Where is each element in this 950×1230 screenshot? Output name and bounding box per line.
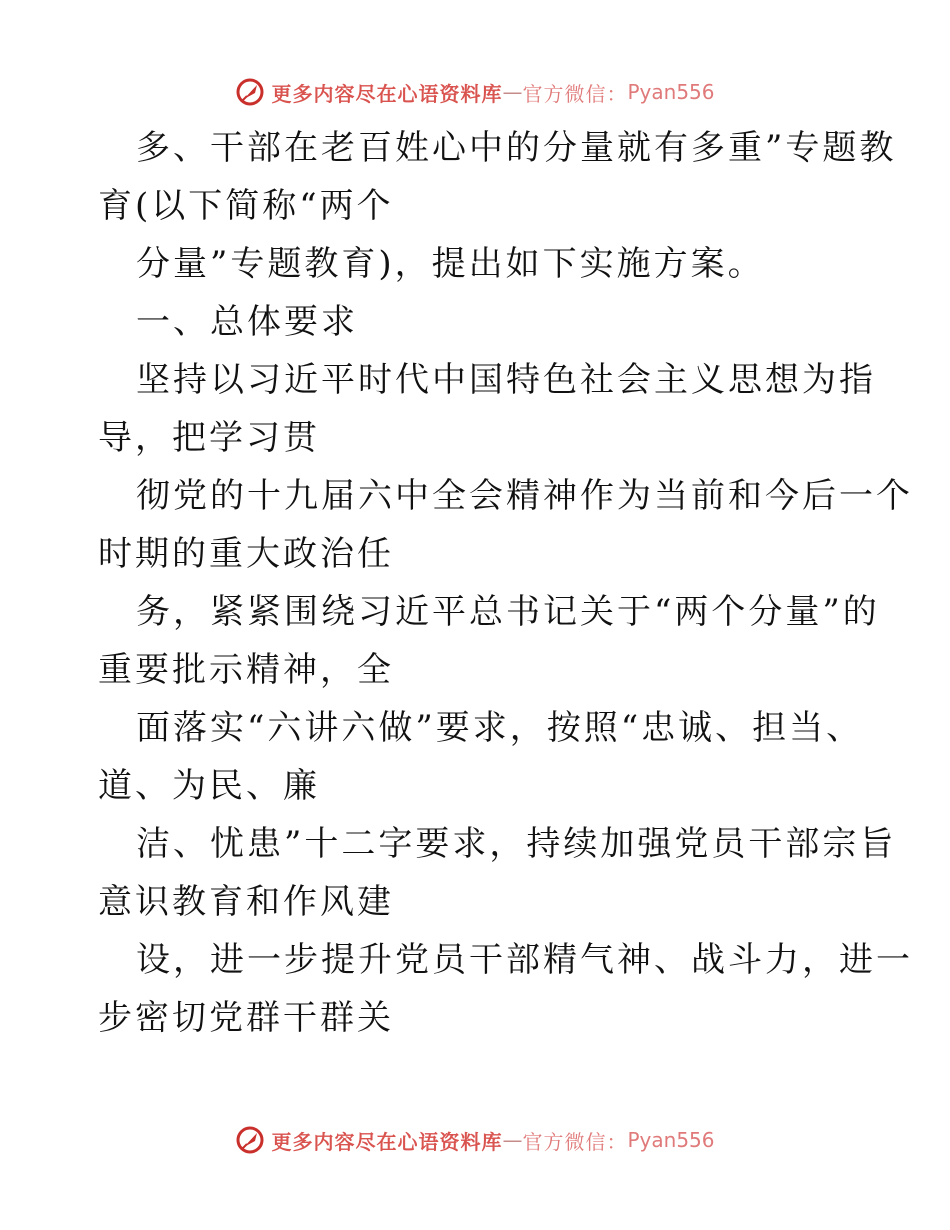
quill-logo-icon <box>235 77 265 107</box>
watermark-wechat-id: Pyan556 <box>627 1128 715 1152</box>
text-line: 多、干部在老百姓心中的分量就有多重”专题教 <box>136 128 897 168</box>
text-line: 重要批示精神，全 <box>98 650 394 690</box>
text-line: 意识教育和作风建 <box>98 882 394 922</box>
watermark-header <box>0 72 950 112</box>
text-line: 设，进一步提升党员干部精气神、战斗力，进一 <box>136 940 913 980</box>
text-line: 步密切党群干群关 <box>98 998 394 1038</box>
watermark-separator: — <box>502 80 523 104</box>
watermark-wechat-label: 官方微信： <box>522 1129 628 1154</box>
watermark-text: 更多内容尽在心语资料库 <box>271 1129 503 1154</box>
watermark-footer <box>0 1120 950 1160</box>
text-line: 时期的重大政治任 <box>98 534 394 574</box>
watermark-text: 更多内容尽在心语资料库 <box>271 81 503 106</box>
text-line: 洁、忧患”十二字要求，持续加强党员干部宗旨 <box>136 824 897 864</box>
text-line: 坚持以习近平时代中国特色社会主义思想为指 <box>136 360 876 400</box>
section-heading: 一、总体要求 <box>136 302 358 342</box>
quill-logo-icon <box>235 1125 265 1155</box>
text-line: 分量”专题教育)，提出如下实施方案。 <box>136 244 765 284</box>
text-line: 导，把学习贯 <box>98 418 320 458</box>
watermark-wechat-id: Pyan556 <box>627 80 715 104</box>
text-line: 面落实“六讲六做”要求，按照“忠诚、担当、 <box>136 708 864 748</box>
text-line: 务，紧紧围绕习近平总书记关于“两个分量”的 <box>136 592 880 632</box>
text-line: 道、为民、廉 <box>98 766 320 806</box>
watermark-wechat-label: 官方微信： <box>522 81 628 106</box>
text-line: 彻党的十九届六中全会精神作为当前和今后一个 <box>136 476 913 516</box>
text-line: 育(以下简称“两个 <box>98 186 394 226</box>
watermark-separator: — <box>502 1128 523 1152</box>
